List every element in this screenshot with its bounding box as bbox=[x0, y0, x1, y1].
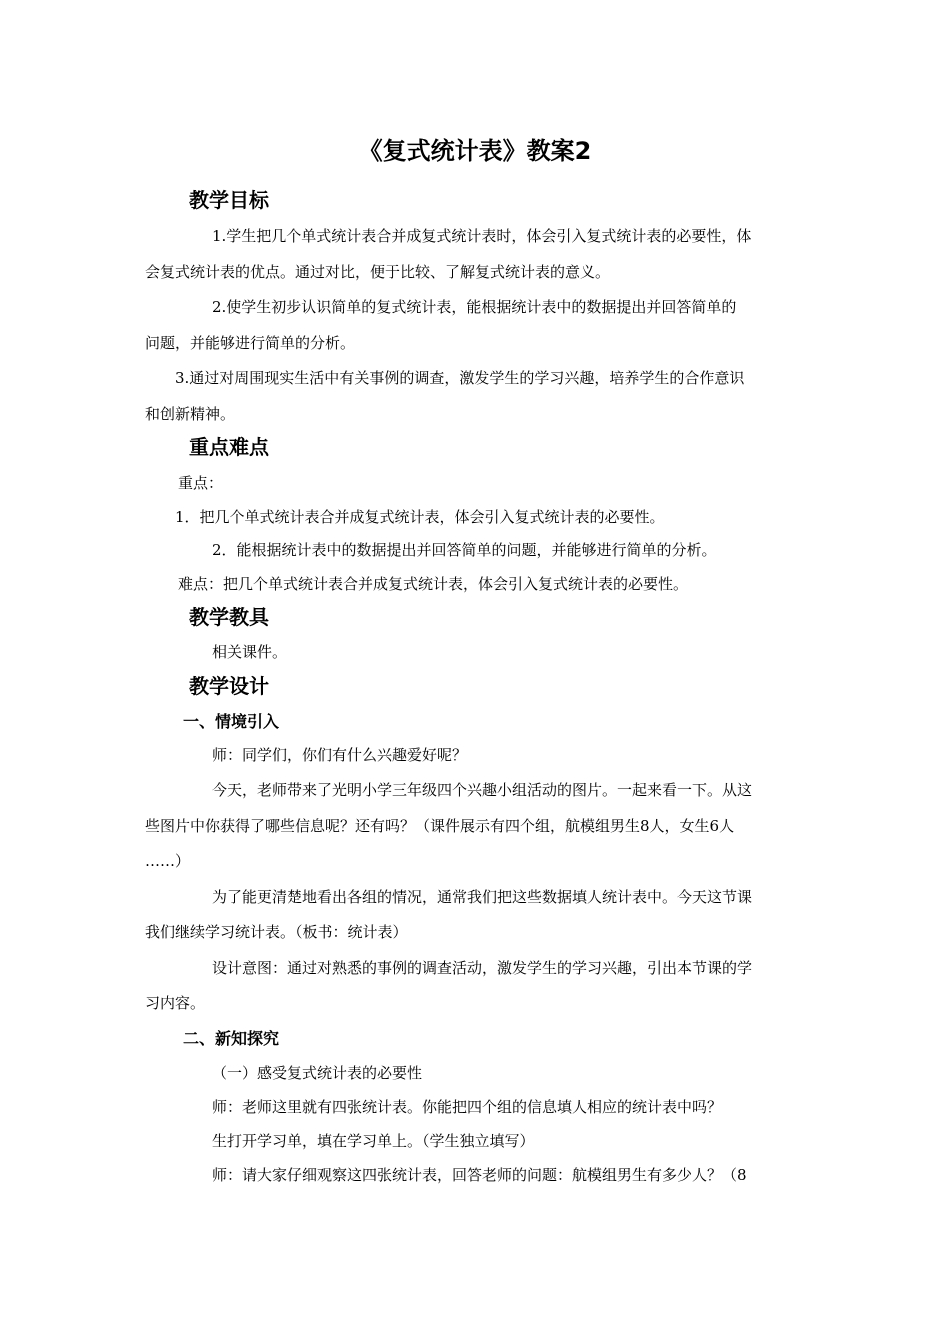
part1-line-2: 今天，老师带来了光明小学三年级四个兴趣小组活动的图片。一起来看一下。从这 bbox=[212, 781, 753, 799]
part2-line-4: 师：请大家仔细观察这四张统计表，回答老师的问题：航模组男生有多少人？（8 bbox=[212, 1166, 747, 1184]
objective-2-line-2: 问题，并能够进行简单的分析。 bbox=[145, 334, 356, 352]
part1-line-4: ……） bbox=[145, 852, 191, 870]
part2-line-1: （一）感受复式统计表的必要性 bbox=[212, 1064, 423, 1082]
keypoint-1: 1．把几个单式统计表合并成复式统计表，体会引入复式统计表的必要性。 bbox=[175, 508, 665, 526]
keypoint-label: 重点： bbox=[178, 474, 224, 492]
part1-line-3: 些图片中你获得了哪些信息呢？还有吗？（课件展示有四个组，航模组男生8人，女生6人 bbox=[145, 817, 735, 835]
part1-line-7: 设计意图：通过对熟悉的事例的调查活动，激发学生的学习兴趣，引出本节课的学 bbox=[212, 959, 753, 977]
objective-3-line-1: 3.通过对周围现实生活中有关事例的调查，激发学生的学习兴趣，培养学生的合作意识 bbox=[175, 369, 745, 387]
objective-1-line-2: 会复式统计表的优点。通过对比，便于比较、了解复式统计表的意义。 bbox=[145, 263, 611, 281]
heading-keypoints: 重点难点 bbox=[189, 435, 269, 459]
heading-design: 教学设计 bbox=[189, 674, 269, 698]
part1-line-6: 我们继续学习统计表。（板书：统计表） bbox=[145, 923, 408, 941]
part2-line-3: 生打开学习单，填在学习单上。（学生独立填写） bbox=[212, 1132, 535, 1150]
heading-objectives: 教学目标 bbox=[189, 188, 269, 212]
heading-part-1: 一、情境引入 bbox=[183, 712, 280, 731]
difficulty: 难点：把几个单式统计表合并成复式统计表，体会引入复式统计表的必要性。 bbox=[178, 575, 689, 593]
keypoint-2: 2．能根据统计表中的数据提出并回答简单的问题，并能够进行简单的分析。 bbox=[212, 541, 717, 559]
heading-part-2: 二、新知探究 bbox=[183, 1029, 280, 1048]
objective-1-line-1: 1.学生把几个单式统计表合并成复式统计表时，体会引入复式统计表的必要性，体 bbox=[212, 227, 752, 245]
heading-tools: 教学教具 bbox=[189, 605, 269, 629]
part2-line-2: 师：老师这里就有四张统计表。你能把四个组的信息填人相应的统计表中吗？ bbox=[212, 1098, 723, 1116]
objective-3-line-2: 和创新精神。 bbox=[145, 405, 236, 423]
objective-2-line-1: 2.使学生初步认识简单的复式统计表，能根据统计表中的数据提出并回答简单的 bbox=[212, 298, 737, 316]
part1-line-5: 为了能更清楚地看出各组的情况，通常我们把这些数据填人统计表中。今天这节课 bbox=[212, 888, 753, 906]
page-title: 《复式统计表》教案2 bbox=[358, 137, 592, 165]
tools-text: 相关课件。 bbox=[212, 643, 288, 661]
part1-line-8: 习内容。 bbox=[145, 994, 206, 1012]
part1-line-1: 师：同学们，你们有什么兴趣爱好呢？ bbox=[212, 746, 468, 764]
